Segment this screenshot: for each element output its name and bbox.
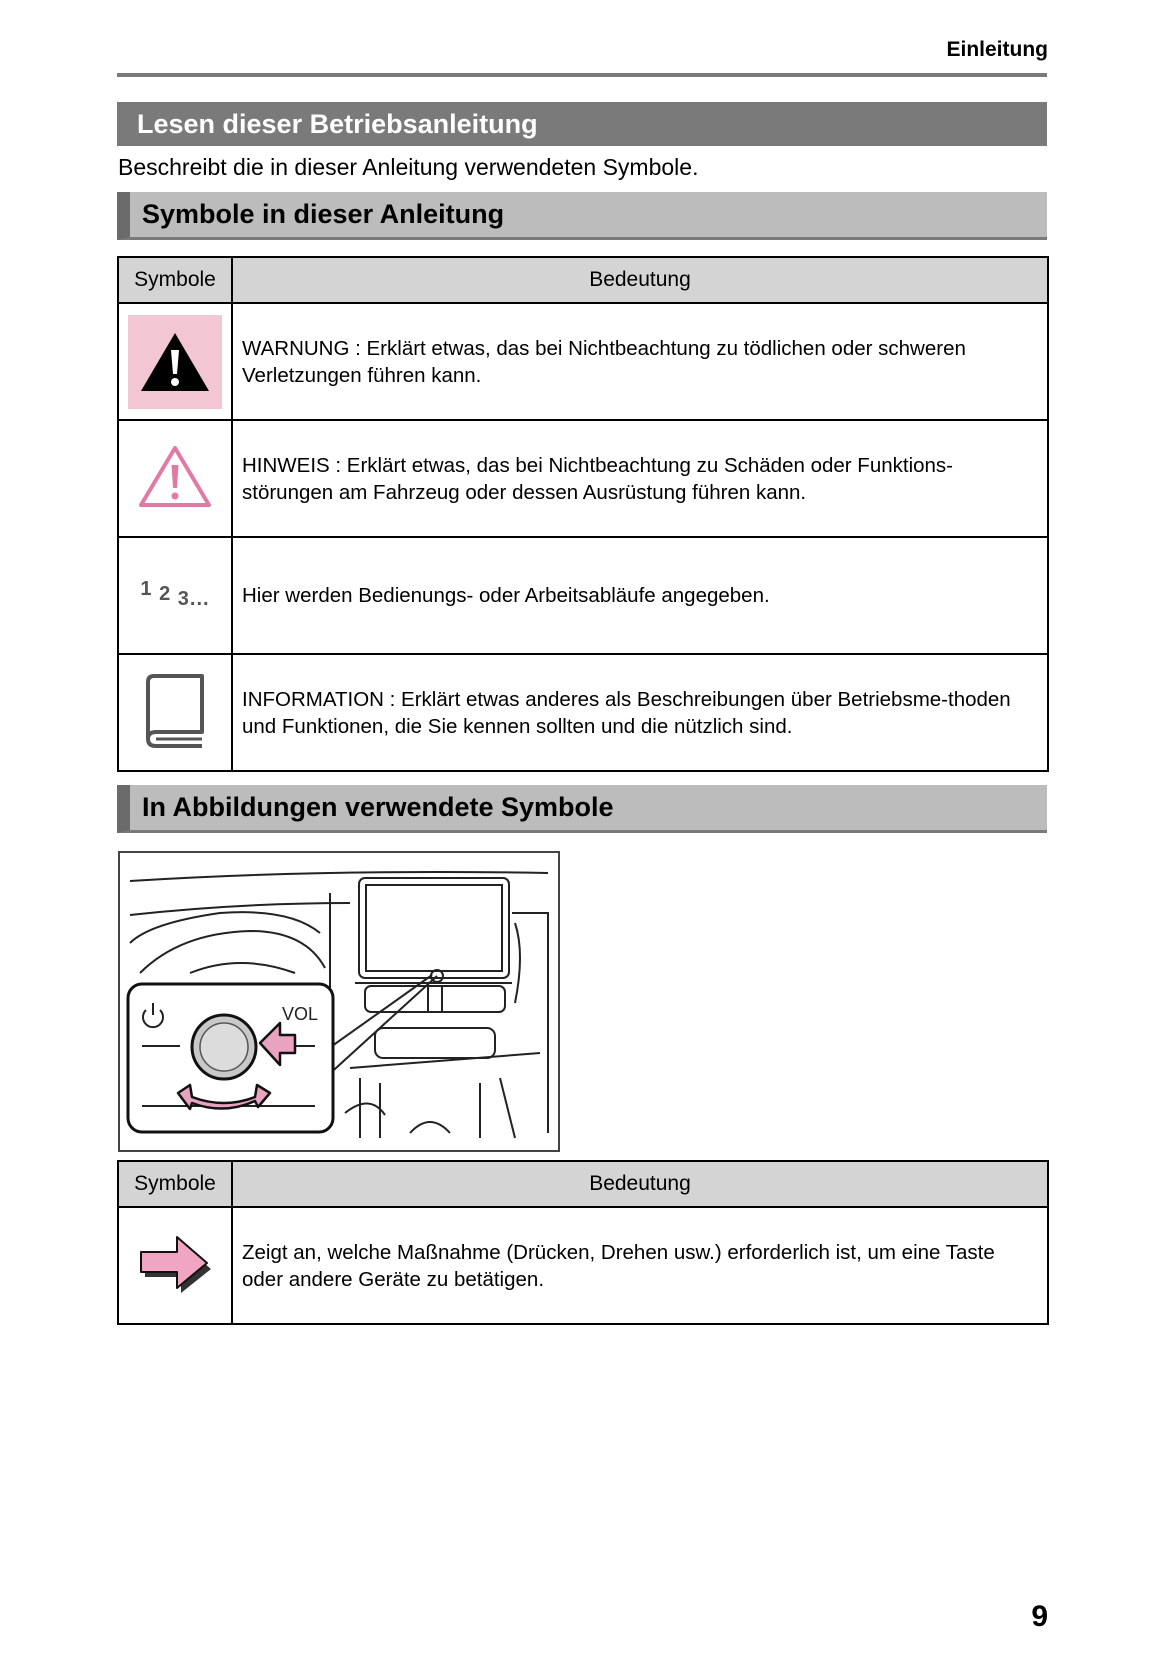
symbol-cell xyxy=(118,654,232,771)
book-icon xyxy=(140,670,210,750)
column-header-symbols: Symbole xyxy=(118,257,232,303)
warning-filled-icon xyxy=(128,315,222,409)
table-row xyxy=(118,537,1048,654)
section-intro: Beschreibt die in dieser Anleitung verwendeten Symbole. xyxy=(118,154,699,180)
steps-icon xyxy=(140,578,209,610)
meaning-cell: Zeigt an, welche Maßnahme (Drücken, Drehen usw.) erforderlich ist, um eine Taste oder andere Geräte zu betätigen. xyxy=(232,1207,1048,1324)
manual-symbols-table xyxy=(117,256,1049,772)
step-number: 1 xyxy=(140,578,153,600)
caution-outline-icon xyxy=(137,443,213,509)
table-row xyxy=(118,1207,1048,1324)
running-header: Einleitung xyxy=(946,38,1048,61)
header-rule xyxy=(117,73,1047,77)
table-row xyxy=(118,420,1048,537)
column-header-symbols: Symbole xyxy=(118,1161,232,1207)
symbol-cell xyxy=(118,420,232,537)
manual-symbols-heading: Symbole in dieser Anleitung xyxy=(117,192,1047,240)
vol-label: VOL xyxy=(282,1004,319,1024)
meaning-cell: HINWEIS : Erklärt etwas, das bei Nichtbeachtung zu Schäden oder Funktions-störungen am Fahrzeug oder dessen Ausrüstung führen kann. xyxy=(232,420,1048,537)
dashboard-illustration xyxy=(118,851,560,1152)
symbol-cell xyxy=(118,1207,232,1324)
symbol-cell xyxy=(118,303,232,420)
page-number: 9 xyxy=(1031,1600,1048,1633)
table-row xyxy=(118,654,1048,771)
illustration-symbols-heading: In Abbildungen verwendete Symbole xyxy=(117,785,1047,833)
step-number: 2 xyxy=(159,583,172,605)
table-header-row xyxy=(118,1161,1048,1207)
table-row xyxy=(118,303,1048,420)
pink-arrow-icon xyxy=(135,1232,215,1294)
illustration-symbols-table xyxy=(117,1160,1049,1325)
column-header-meaning: Bedeutung xyxy=(232,1161,1048,1207)
section-title: Lesen dieser Betriebsanleitung xyxy=(117,102,1047,146)
column-header-meaning: Bedeutung xyxy=(232,257,1048,303)
meaning-cell: Hier werden Bedienungs- oder Arbeitsabläufe angegeben. xyxy=(232,537,1048,654)
table-header-row xyxy=(118,257,1048,303)
meaning-cell: INFORMATION : Erklärt etwas anderes als Beschreibungen über Betriebsme-thoden und Funktionen, die Sie kennen sollten und die nützlich sind. xyxy=(232,654,1048,771)
step-number: 3... xyxy=(177,588,210,610)
meaning-cell: WARNUNG : Erklärt etwas, das bei Nichtbeachtung zu tödlichen oder schweren Verletzungen führen kann. xyxy=(232,303,1048,420)
symbol-cell xyxy=(118,537,232,654)
